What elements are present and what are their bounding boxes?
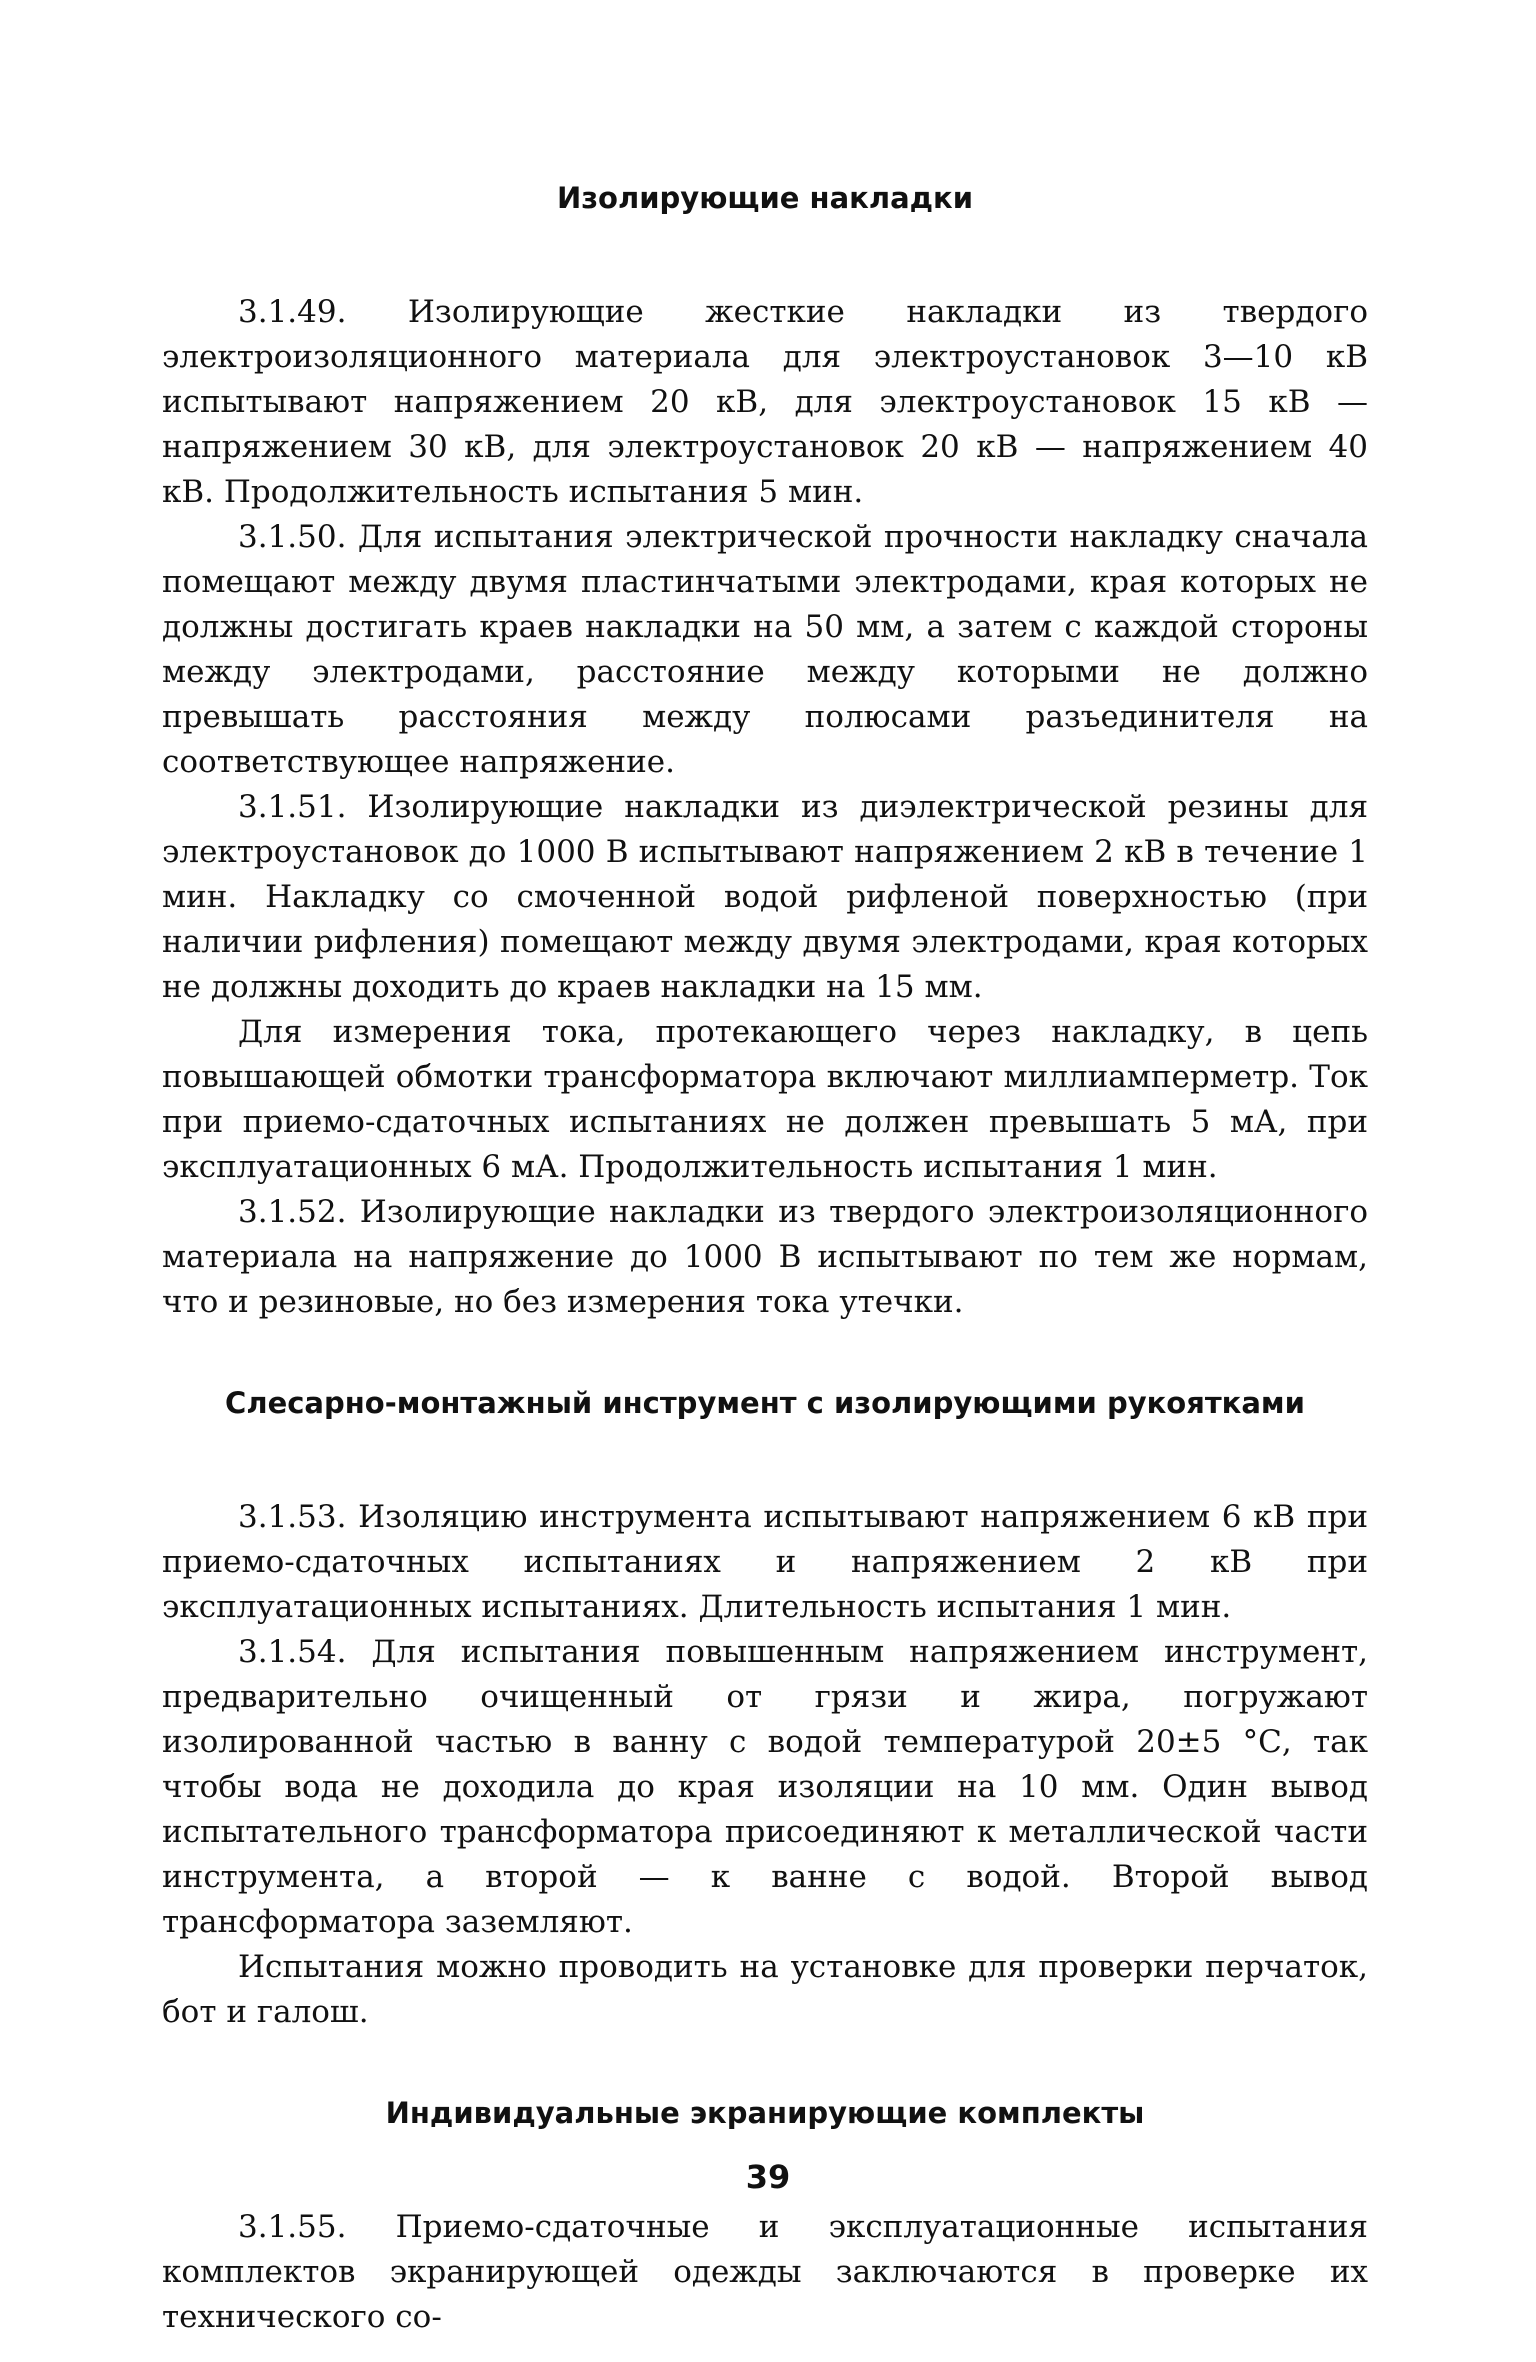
paragraph-3-1-55: 3.1.55. Приемо-сдаточные и эксплуатационные испытания комплектов экранирующей одежды заключаются в проверке их технического со- (162, 2209, 1368, 2335)
paragraph-3-1-50: 3.1.50. Для испытания электрической прочности накладку сначала помещают между двумя пластинчатыми электродами, края которых не должны достигать краев накладки на 50 мм, а затем с каждой стороны между электродами, расстояние между которыми не должно превышать расстояния между полюсами разъединителя на соответствующее напряжение. (162, 519, 1368, 780)
paragraph-test-setup: Испытания можно проводить на установке для проверки перчаток, бот и галош. (162, 1949, 1368, 2030)
page-number: 39 (745, 2158, 791, 2196)
paragraph-3-1-52: 3.1.52. Изолирующие накладки из твердого электроизоляционного материала на напряжение до 1000 В испытывают по тем же нормам, что и резиновые, но без измерения тока утечки. (162, 1194, 1368, 1320)
document-page (162, 178, 1368, 2340)
section-heading: Индивидуальные экранирующие комплекты (385, 2096, 1145, 2130)
section-shielding-kits (162, 2093, 1368, 2340)
paragraph-3-1-49: 3.1.49. Изолирующие жесткие накладки из твердого электроизоляционного материала для электроустановок 3—10 кВ испытывают напряжением 20 кВ, для электроустановок 15 кВ — напряжением 30 кВ, для электроустановок 20 кВ — напряжением 40 кВ. Продолжительность испытания 5 мин. (162, 294, 1368, 510)
paragraph-3-1-53: 3.1.53. Изоляцию инструмента испытывают напряжением 6 кВ при приемо-сдаточных испытаниях и напряжением 2 кВ при эксплуатационных испытаниях. Длительность испытания 1 мин. (162, 1499, 1368, 1625)
section-insulated-tools (162, 1383, 1368, 2035)
section-insulating-pads (162, 178, 1368, 1325)
section-heading: Изолирующие накладки (556, 181, 974, 215)
section-heading: Слесарно-монтажный инструмент с изолирующими рукоятками (225, 1386, 1305, 1420)
paragraph-current-measurement: Для измерения тока, протекающего через накладку, в цепь повышающей обмотки трансформатора включают миллиамперметр. Ток при приемо-сдаточных испытаниях не должен превышать 5 мА, при эксплуатационных 6 мА. Продолжительность испытания 1 мин. (162, 1014, 1368, 1185)
paragraph-3-1-51: 3.1.51. Изолирующие накладки из диэлектрической резины для электроустановок до 1000 В испытывают напряжением 2 кВ в течение 1 мин. Накладку со смоченной водой рифленой поверхностью (при наличии рифления) помещают между двумя электродами, края которых не должны доходить до краев накладки на 15 мм. (162, 789, 1368, 1005)
paragraph-3-1-54: 3.1.54. Для испытания повышенным напряжением инструмент, предварительно очищенный от грязи и жира, погружают изолированной частью в ванну с водой температурой 20±5 °С, так чтобы вода не доходила до края изоляции на 10 мм. Один вывод испытательного трансформатора присоединяют к металлической части инструмента, а второй — к ванне с водой. Второй вывод трансформатора заземляют. (162, 1634, 1368, 1940)
